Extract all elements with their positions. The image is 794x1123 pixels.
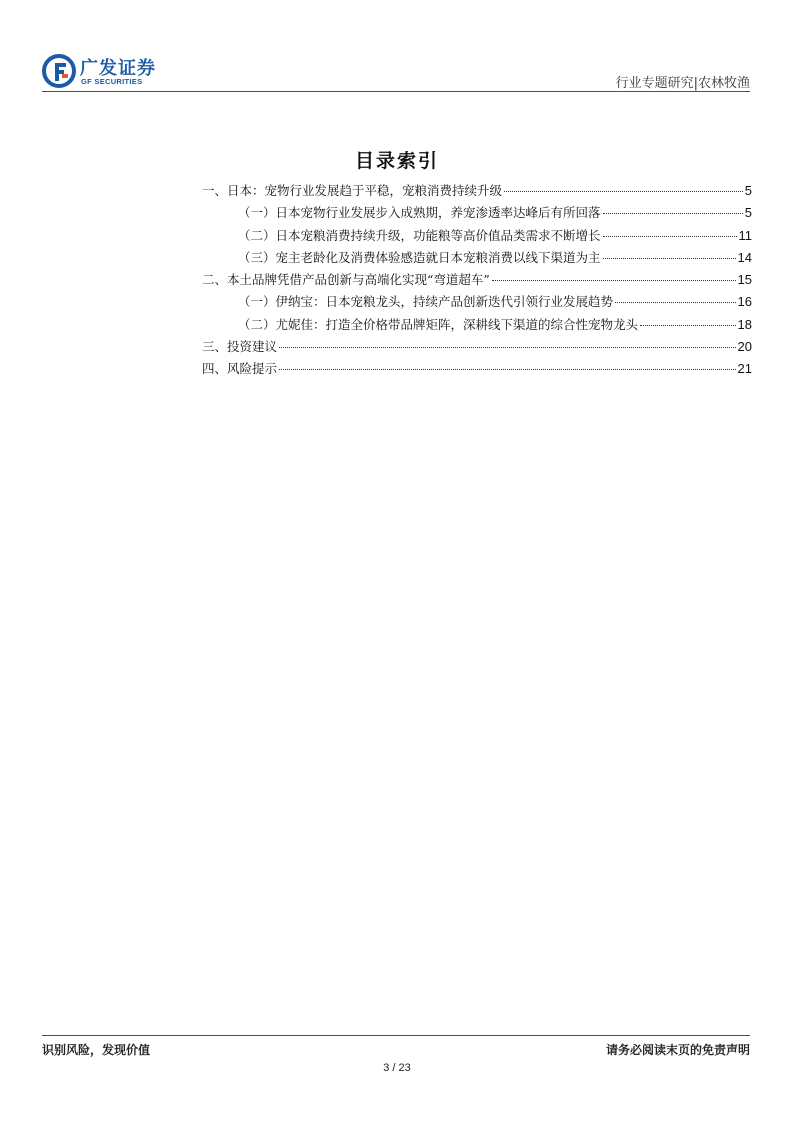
- toc-entry-2-2[interactable]: [202, 315, 752, 337]
- toc-entry-1-2[interactable]: [202, 226, 752, 248]
- toc-entry-label: 二、本土品牌凭借产品创新与高端化实现“弯道超车”: [202, 272, 490, 288]
- toc-entry-page: 5: [744, 183, 752, 198]
- logo-text-en: GF SECURITIES: [81, 77, 143, 86]
- toc-entry-1-1[interactable]: [202, 203, 752, 225]
- gf-logo-icon: [42, 54, 76, 88]
- footer-disclaimer: 请务必阅读末页的免责声明: [605, 1043, 750, 1057]
- toc-entry-label: （三）宠主老龄化及消费体验感造就日本宠粮消费以线下渠道为主: [238, 249, 601, 265]
- toc-entry-page: 11: [738, 227, 752, 243]
- footer-slogan: 识别风险，发现价值: [42, 1043, 151, 1057]
- toc-entry-2[interactable]: [202, 270, 752, 292]
- page-header: [42, 52, 750, 92]
- toc-title: 目录索引: [354, 150, 439, 172]
- toc-entry-3[interactable]: [202, 337, 752, 359]
- toc-entry-label: （二）日本宠粮消费持续升级，功能粮等高价值品类需求不断增长: [238, 227, 601, 243]
- toc-leader-dots: [279, 368, 736, 370]
- toc-entry-1[interactable]: [202, 181, 752, 203]
- report-category: 行业专题研究|农林牧渔: [615, 76, 750, 91]
- toc-leader-dots: [603, 235, 737, 237]
- toc-entry-page: 18: [737, 316, 752, 332]
- toc-leader-dots: [504, 190, 743, 192]
- toc-entry-page: 5: [744, 205, 752, 221]
- logo-text-cn: 广发证券: [80, 58, 156, 79]
- toc-entry-4[interactable]: [202, 359, 752, 381]
- toc-entry-page: 14: [737, 249, 752, 265]
- table-of-contents: [202, 181, 752, 382]
- toc-entry-label: （一）日本宠物行业发展步入成熟期，养宠渗透率达峰后有所回落: [238, 205, 601, 221]
- toc-entry-2-1[interactable]: [202, 292, 752, 314]
- toc-entry-label: （二）尤妮佳：打造全价格带品牌矩阵，深耕线下渠道的综合性宠物龙头: [238, 316, 639, 332]
- toc-entry-page: 16: [737, 294, 752, 310]
- page-number: 3 / 23: [383, 1062, 411, 1074]
- toc-entry-page: 21: [737, 361, 752, 377]
- toc-entry-page: 15: [737, 272, 752, 288]
- toc-leader-dots: [279, 346, 736, 348]
- gf-securities-logo: [42, 52, 182, 92]
- toc-leader-dots: [603, 257, 736, 259]
- toc-leader-dots: [615, 301, 736, 303]
- toc-entry-label: 三、投资建议: [202, 339, 278, 355]
- toc-entry-1-3[interactable]: [202, 248, 752, 270]
- toc-leader-dots: [492, 279, 736, 281]
- toc-entry-label: 一、日本：宠物行业发展趋于平稳，宠粮消费持续升级: [202, 183, 503, 198]
- toc-entry-label: 四、风险提示: [202, 361, 278, 377]
- header-divider: [42, 91, 750, 92]
- toc-entry-page: 20: [737, 339, 752, 355]
- toc-leader-dots: [640, 324, 736, 326]
- toc-entry-label: （一）伊纳宝：日本宠粮龙头，持续产品创新迭代引领行业发展趋势: [238, 294, 614, 310]
- toc-leader-dots: [603, 212, 743, 214]
- footer-divider: [42, 1035, 750, 1036]
